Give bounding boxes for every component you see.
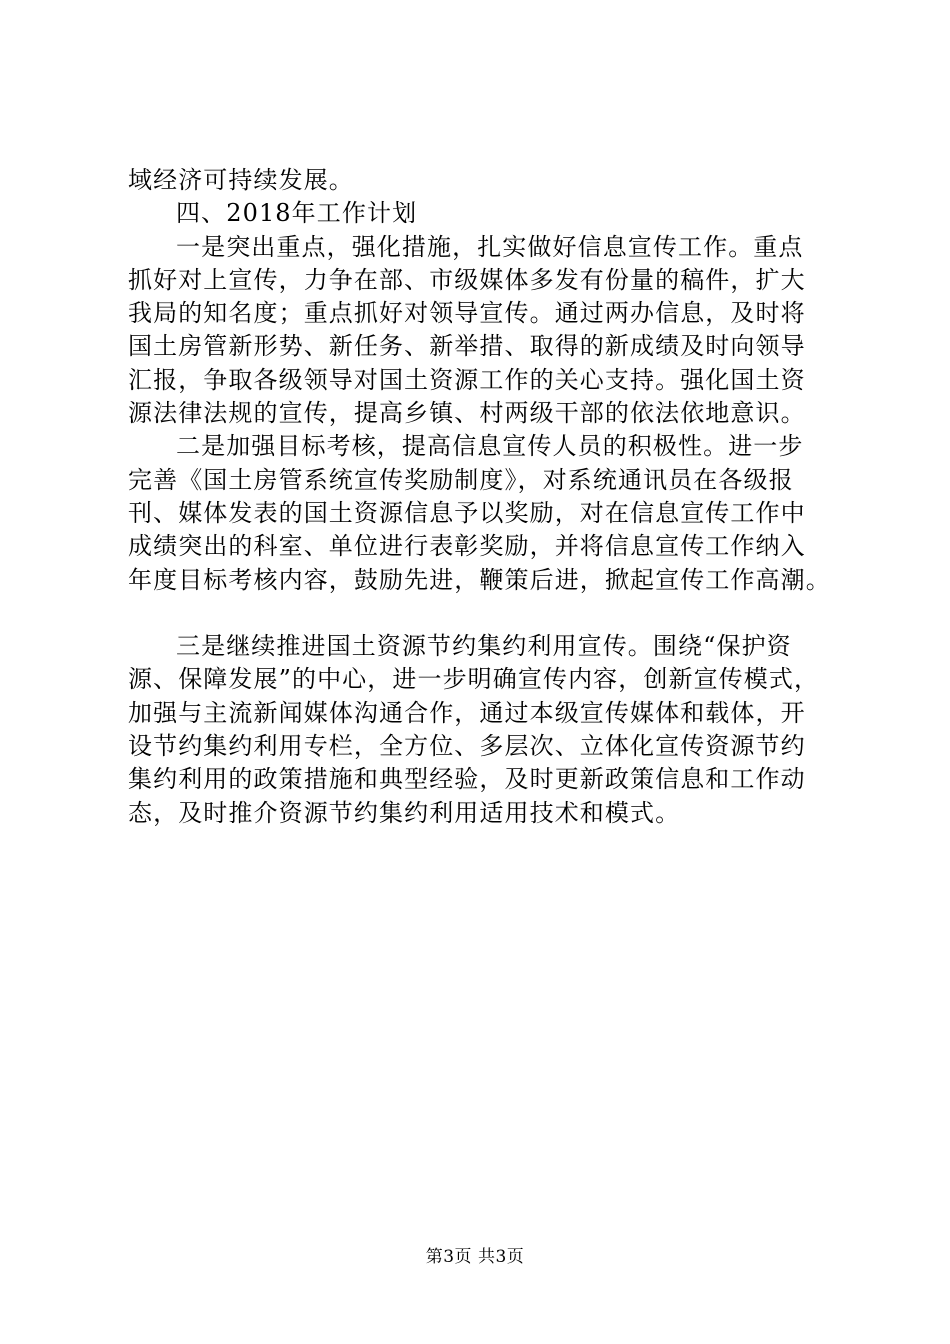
text-line: 源、保障发展”的中心，进一步明确宣传内容，创新宣传模式，	[128, 665, 820, 694]
text-line: 一是突出重点，强化措施，扎实做好信息宣传工作。重点	[176, 232, 804, 261]
text-line: 年度目标考核内容，鼓励先进，鞭策后进，掀起宣传工作高潮。	[128, 565, 831, 594]
text-line: 国土房管新形势、新任务、新举措、取得的新成绩及时向领导	[128, 332, 806, 361]
text-line: 加强与主流新闻媒体沟通合作，通过本级宣传媒体和载体，开	[128, 698, 806, 727]
text-line: 设节约集约利用专栏，全方位、多层次、立体化宣传资源节约	[128, 732, 806, 761]
text-line: 源法律法规的宣传，提高乡镇、村两级干部的依法依地意识。	[128, 399, 806, 428]
text-line: 完善《国土房管系统宣传奖励制度》，对系统通讯员在各级报	[128, 465, 794, 494]
text-line: 我局的知名度；重点抓好对领导宣传。通过两办信息，及时将	[128, 299, 806, 328]
text-line: 集约利用的政策措施和典型经验，及时更新政策信息和工作动	[128, 765, 806, 794]
text-line: 三是继续推进国土资源节约集约利用宣传。围绕“保护资	[176, 632, 792, 661]
text-line: 刊、媒体发表的国土资源信息予以奖励，对在信息宣传工作中	[128, 498, 806, 527]
paragraph-gap	[128, 597, 868, 630]
text-line: 二是加强目标考核，提高信息宣传人员的积极性。进一步	[176, 432, 804, 461]
page-footer: 第3页 共3页	[425, 1247, 525, 1267]
text-line: 汇报，争取各级领导对国土资源工作的关心支持。强化国土资	[128, 365, 806, 394]
text-line: 抓好对上宣传，力争在部、市级媒体多发有份量的稿件，扩大	[128, 265, 806, 294]
document-body	[128, 164, 868, 830]
section-heading: 四、2018年工作计划	[176, 199, 418, 228]
text-line: 域经济可持续发展。	[128, 166, 354, 194]
text-line: 成绩突出的科室、单位进行表彰奖励，并将信息宣传工作纳入	[128, 532, 806, 561]
text-line: 态，及时推介资源节约集约利用适用技术和模式。	[128, 798, 681, 827]
